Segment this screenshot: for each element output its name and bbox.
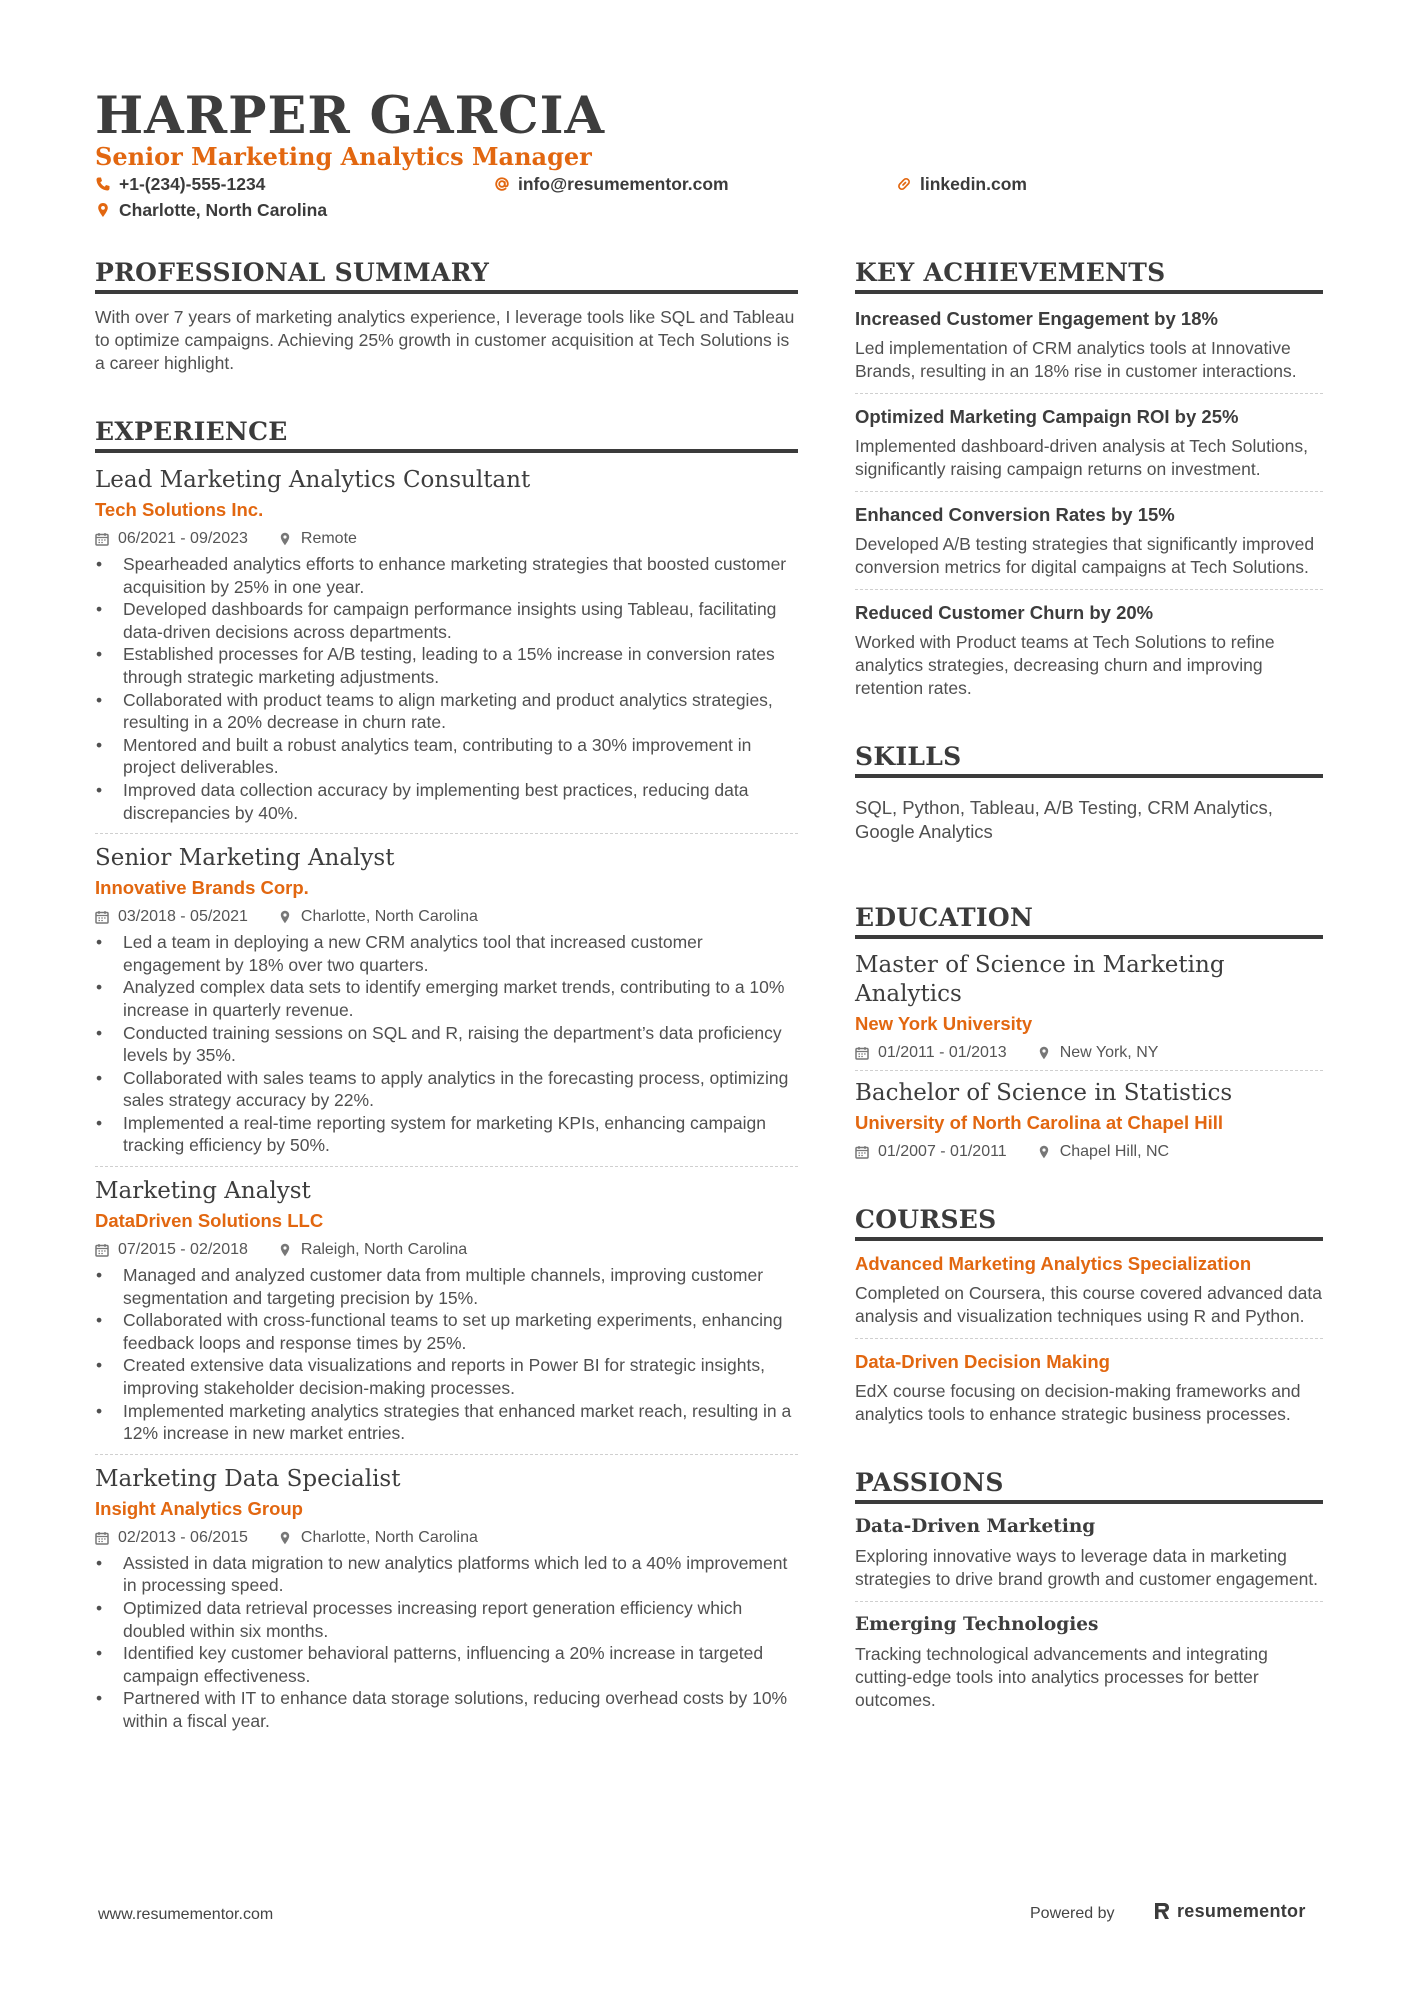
calendar-icon [95, 1243, 109, 1257]
achievement-title: Increased Customer Engagement by 18% [855, 308, 1218, 329]
job-bullet: • Collaborated with sales teams to apply analytics in the forecasting process, optimizing sales strategy accuracy by 22%. [95, 1067, 798, 1112]
achievement-title: Optimized Marketing Campaign ROI by 25% [855, 406, 1239, 427]
achievement-item [855, 404, 1323, 481]
job-entry [95, 465, 798, 824]
passions-heading: PASSIONS [855, 1466, 1323, 1504]
job-dates: 06/2021 - 09/2023 [118, 530, 248, 547]
passion-item [855, 1514, 1323, 1591]
achievement-desc: Implemented dashboard-driven analysis at Tech Solutions, significantly raising campaign returns on investment. [855, 436, 1308, 479]
job-location: Remote [300, 530, 357, 547]
linkedin-text: linkedin.com [920, 174, 1027, 194]
courses-heading: COURSES [855, 1203, 1323, 1241]
education-location: Chapel Hill, NC [1059, 1143, 1170, 1160]
candidate-name: HARPER GARCIA [95, 86, 606, 146]
education-dates: 01/2007 - 01/2011 [878, 1143, 1007, 1160]
course-item [855, 1349, 1323, 1426]
contact-email[interactable] [494, 172, 729, 196]
calendar-icon [95, 532, 109, 546]
experience-heading: EXPERIENCE [95, 415, 798, 453]
job-bullet: • Analyzed complex data sets to identify emerging market trends, contributing to a 10% increase in quarterly revenue. [95, 976, 798, 1021]
divider [855, 491, 1323, 492]
divider [855, 1601, 1323, 1602]
contact-linkedin[interactable] [896, 172, 1027, 196]
education-dates: 01/2011 - 01/2013 [878, 1044, 1007, 1061]
job-bullets [95, 553, 798, 824]
left-column [95, 256, 798, 1733]
job-bullet: • Spearheaded analytics efforts to enhance marketing strategies that boosted customer acquisition by 25% in one year. [95, 553, 798, 598]
job-title: Lead Marketing Analytics Consultant [95, 467, 531, 493]
passion-desc: Tracking technological advancements and integrating cutting-edge tools into analytics processes for better outcomes. [855, 1644, 1268, 1710]
achievement-title: Reduced Customer Churn by 20% [855, 602, 1154, 623]
job-company: Innovative Brands Corp. [95, 877, 309, 899]
divider [855, 1338, 1323, 1339]
location-text: Charlotte, North Carolina [119, 200, 328, 220]
calendar-icon [95, 910, 109, 924]
job-bullets [95, 931, 798, 1157]
footer-brand-name: resumementor [1177, 1900, 1306, 1921]
job-title: Marketing Analyst [95, 1178, 311, 1205]
passion-desc: Exploring innovative ways to leverage data in marketing strategies to drive brand growth and customer engagement. [855, 1546, 1319, 1589]
passion-title: Data-Driven Marketing [855, 1516, 1096, 1537]
candidate-role: Senior Marketing Analytics Manager [95, 142, 592, 171]
phone-icon [95, 176, 111, 192]
education-meta [855, 1042, 1323, 1064]
footer-brand[interactable] [1153, 1900, 1306, 1922]
job-bullet: • Led a team in deploying a new CRM analytics tool that increased customer engagement by 18% over two quarters. [95, 931, 798, 976]
achievement-item [855, 502, 1323, 579]
job-company: Tech Solutions Inc. [95, 499, 264, 520]
job-bullet: • Established processes for A/B testing, leading to a 15% increase in conversion rates through strategic marketing adjustments. [95, 643, 798, 688]
job-dates: 03/2018 - 05/2021 [118, 908, 248, 926]
course-item [855, 1251, 1323, 1328]
at-icon [494, 176, 510, 192]
course-title: Data-Driven Decision Making [855, 1351, 1110, 1372]
right-column [855, 256, 1323, 1712]
calendar-icon [855, 1046, 869, 1060]
job-bullet: • Optimized data retrieval processes increasing report generation efficiency which doubled within six months. [95, 1597, 798, 1642]
achievements-heading: KEY ACHIEVEMENTS [855, 256, 1323, 294]
calendar-icon [855, 1145, 869, 1159]
location-pin-icon [278, 1531, 292, 1545]
education-school: New York University [855, 1013, 1033, 1034]
resumementor-logo-icon [1153, 1900, 1171, 1922]
achievement-desc: Worked with Product teams at Tech Solutions to refine analytics strategies, decreasing churn and improving retention rates. [855, 632, 1275, 698]
education-degree: Bachelor of Science in Statistics [855, 1080, 1233, 1106]
job-bullet: • Collaborated with product teams to align marketing and product analytics strategies, resulting in a 20% decrease in churn rate. [95, 689, 798, 734]
link-icon [896, 176, 912, 192]
footer-url[interactable]: www.resumementor.com [98, 1906, 274, 1923]
education-item [855, 951, 1323, 1064]
job-location: Charlotte, North Carolina [300, 908, 478, 926]
education-meta [855, 1141, 1323, 1163]
job-bullet: • Identified key customer behavioral patterns, influencing a 20% increase in targeted campaign effectiveness. [95, 1642, 798, 1687]
summary-text: With over 7 years of marketing analytics experience, I leverage tools like SQL and Tableau to optimize campaigns. Achieving 25% growth in customer acquisition at Tech Solutions is a career highlight. [95, 307, 795, 373]
job-title: Senior Marketing Analyst [95, 845, 395, 872]
job-location: Raleigh, North Carolina [300, 1241, 468, 1259]
job-bullet: • Assisted in data migration to new analytics platforms which led to a 40% improvement in processing speed. [95, 1552, 798, 1597]
job-bullet: • Mentored and built a robust analytics team, contributing to a 30% improvement in project deliverables. [95, 734, 798, 779]
achievement-title: Enhanced Conversion Rates by 15% [855, 504, 1175, 525]
job-title: Marketing Data Specialist [95, 1465, 401, 1492]
footer-powered-by: Powered by [1030, 1905, 1115, 1922]
job-bullet: • Improved data collection accuracy by implementing best practices, reducing data discrepancies by 40%. [95, 779, 798, 824]
job-meta [95, 528, 798, 550]
divider [855, 393, 1323, 394]
education-heading: EDUCATION [855, 901, 1323, 939]
divider [95, 833, 798, 834]
location-pin-icon [1037, 1145, 1051, 1159]
passion-item [855, 1612, 1323, 1712]
phone-text: +1-(234)-555-1234 [119, 174, 266, 194]
divider [95, 1454, 798, 1455]
job-dates: 02/2013 - 06/2015 [118, 1528, 248, 1546]
passion-title: Emerging Technologies [855, 1614, 1099, 1635]
calendar-icon [95, 1531, 109, 1545]
job-location: Charlotte, North Carolina [300, 1528, 478, 1546]
job-bullet: • Managed and analyzed customer data from multiple channels, improving customer segmentation and targeting precision by 15%. [95, 1264, 798, 1309]
job-entry [95, 1464, 798, 1733]
divider [95, 1166, 798, 1167]
location-pin-icon [1037, 1046, 1051, 1060]
skills-heading: SKILLS [855, 740, 1323, 778]
education-item [855, 1079, 1323, 1163]
education-degree: Master of Science in Marketing Analytics [855, 952, 1225, 1007]
education-location: New York, NY [1059, 1044, 1159, 1061]
achievement-desc: Led implementation of CRM analytics tools at Innovative Brands, resulting in an 18% rise in customer interactions. [855, 338, 1297, 381]
job-meta [95, 1239, 798, 1261]
job-entry [95, 1176, 798, 1445]
job-bullet: • Implemented a real-time reporting system for marketing KPIs, enhancing campaign tracking efficiency by 50%. [95, 1112, 798, 1157]
course-desc: EdX course focusing on decision-making frameworks and analytics tools to enhance strategic business processes. [855, 1381, 1301, 1424]
job-bullet: • Collaborated with cross-functional teams to set up marketing experiments, enhancing feedback loops and response times by 25%. [95, 1309, 798, 1354]
location-pin-icon [278, 1243, 292, 1257]
achievement-item [855, 306, 1323, 383]
location-pin-icon [278, 532, 292, 546]
course-desc: Completed on Coursera, this course covered advanced data analysis and visualization techniques using R and Python. [855, 1283, 1322, 1326]
job-bullet: • Developed dashboards for campaign performance insights using Tableau, facilitating data-driven decisions across departments. [95, 598, 798, 643]
divider [855, 589, 1323, 590]
job-bullet: • Created extensive data visualizations and reports in Power BI for strategic insights, improving stakeholder decision-making processes. [95, 1354, 798, 1399]
location-pin-icon [278, 910, 292, 924]
divider [855, 1070, 1323, 1071]
summary-heading: PROFESSIONAL SUMMARY [95, 256, 798, 294]
achievement-item [855, 600, 1323, 700]
contact-location [95, 198, 327, 222]
job-bullets [95, 1552, 798, 1733]
job-company: Insight Analytics Group [95, 1497, 303, 1519]
contact-phone[interactable] [95, 172, 265, 196]
location-pin-icon [95, 202, 111, 218]
job-meta [95, 1527, 798, 1549]
job-company: DataDriven Solutions LLC [95, 1210, 324, 1232]
job-bullets [95, 1264, 798, 1445]
skills-text: SQL, Python, Tableau, A/B Testing, CRM Analytics, Google Analytics [855, 797, 1273, 842]
job-bullet: • Implemented marketing analytics strategies that enhanced market reach, resulting in a 12% increase in new market entries. [95, 1400, 798, 1445]
achievement-desc: Developed A/B testing strategies that significantly improved conversion metrics for digital campaigns at Tech Solutions. [855, 534, 1315, 577]
job-entry [95, 843, 798, 1157]
job-dates: 07/2015 - 02/2018 [118, 1241, 248, 1259]
education-school: University of North Carolina at Chapel Hill [855, 1112, 1224, 1133]
job-bullet: • Conducted training sessions on SQL and R, raising the department’s data proficiency levels by 35%. [95, 1022, 798, 1067]
course-title: Advanced Marketing Analytics Specialization [855, 1253, 1252, 1274]
job-meta [95, 906, 798, 928]
job-bullet: • Partnered with IT to enhance data storage solutions, reducing overhead costs by 10% within a fiscal year. [95, 1687, 798, 1732]
email-text: info@resumementor.com [518, 174, 729, 194]
